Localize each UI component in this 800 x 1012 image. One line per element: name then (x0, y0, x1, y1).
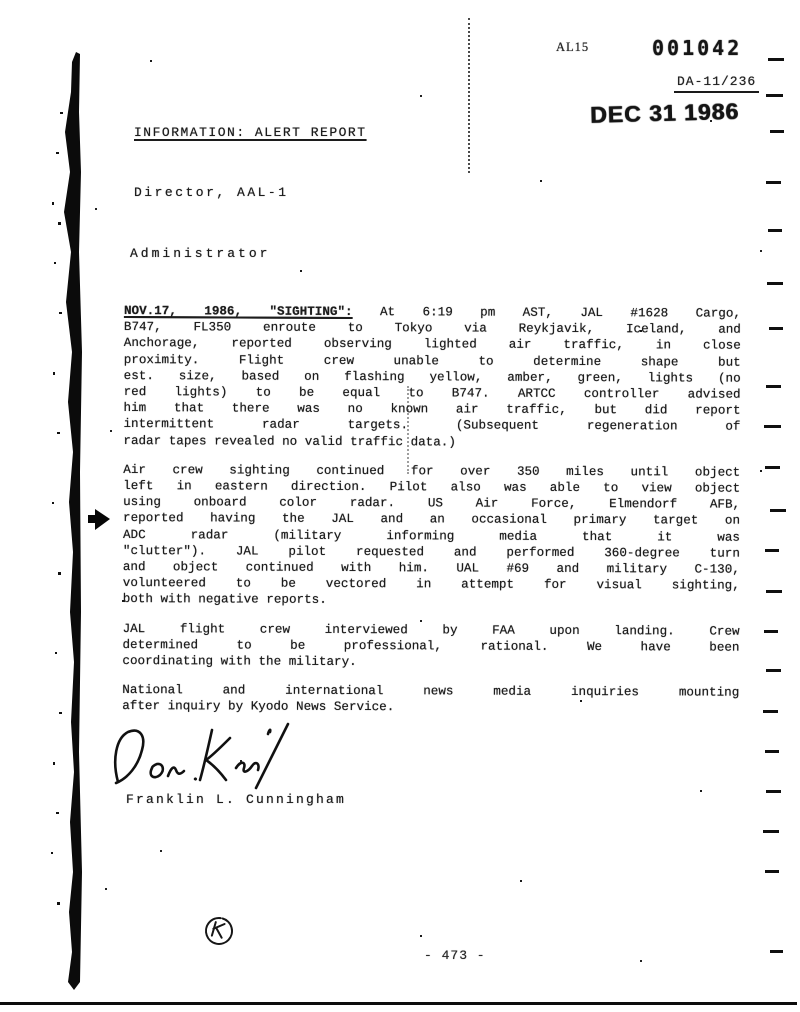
text-line: "clutter"). JAL pilot requested and performed 360-degree turn (122, 543, 740, 561)
doc-code-stamp: AL15 (556, 40, 590, 54)
text-line: proximity. Flight crew unable to determine shape but (123, 352, 741, 370)
margin-dash-mark (768, 58, 784, 61)
addressee-line: Director, AAL-1 (134, 185, 289, 200)
fold-crease-line (468, 18, 470, 173)
text-line: reported having the JAL and an occasional primary target on (123, 511, 741, 529)
text-line: B747, FL350 enroute to Tokyo via Reykjavik, Iceland, and (123, 320, 741, 337)
binding-speckles (51, 112, 63, 905)
serial-number-stamp: 001042 (652, 36, 743, 60)
paragraph-news-media (122, 682, 739, 717)
paragraph-lines (122, 682, 739, 717)
signer-typed-name: Franklin L. Cunningham (126, 792, 347, 807)
handwritten-signature (108, 720, 323, 800)
text-line: est. size, based on flashing yellow, amber, green, lights (no (123, 368, 741, 386)
margin-dash-mark (763, 710, 778, 713)
text-line: both with negative reports. (122, 592, 327, 608)
margin-dash-mark (764, 425, 781, 428)
text-line: volunteered to be vectored in attempt for visual sighting, (122, 576, 740, 593)
margin-dash-mark (769, 327, 783, 330)
text-line: after inquiry by Kyodo News Service. (122, 699, 395, 715)
paragraph-lines (123, 462, 741, 611)
margin-dash-mark (766, 385, 781, 388)
binding-edge-artifact (50, 52, 86, 992)
margin-dash-mark (765, 466, 780, 469)
text-line: ADC radar (military informing media that it was (122, 527, 741, 545)
text-line: National and international news media inquiries mounting (122, 683, 740, 700)
margin-dash-mark (765, 750, 779, 753)
margin-dash-mark (766, 181, 781, 184)
margin-dash-mark (765, 549, 779, 552)
margin-dash-mark (763, 830, 779, 833)
text-line: intermittent radar targets. (Subsequent regeneration of (123, 417, 741, 435)
margin-dash-mark (770, 509, 786, 512)
text-line: using onboard color radar. US Air Force, Elmendorf AFB, (123, 495, 741, 512)
margin-dash-mark (770, 130, 784, 133)
scan-noise-specks (150, 60, 152, 62)
date-received-stamp: DEC 31 1986 (589, 98, 740, 128)
paragraph-lines (122, 621, 739, 672)
margin-dash-mark (766, 94, 783, 97)
paragraph-faa-interview (122, 621, 739, 672)
margin-dash-mark (767, 282, 783, 285)
page-number: - 473 - (424, 948, 486, 963)
bottom-scan-line (0, 1002, 797, 1005)
subject-line: INFORMATION: ALERT REPORT (134, 125, 367, 140)
text-line: left in eastern direction. Pilot also was able to view object (123, 479, 741, 496)
margin-dash-mark (766, 590, 782, 593)
paragraph-sighting (123, 303, 741, 452)
margin-dash-mark (766, 790, 781, 793)
sender-line: Administrator (130, 246, 271, 261)
margin-dash-mark (770, 950, 783, 953)
sighting-heading-rest: At 6:19 pm AST, JAL #1628 Cargo, (352, 304, 741, 321)
margin-dash-mark (766, 669, 781, 672)
margin-arrow-icon (86, 508, 112, 532)
margin-dash-mark (768, 229, 782, 232)
text-line: determined to be professional, rational. We have been (122, 637, 740, 655)
sighting-heading: NOV.17, 1986, "SIGHTING": (123, 304, 353, 319)
margin-dash-mark (765, 870, 779, 873)
text-line: red lights) to be equal to B747. ARTCC controller advised (123, 385, 741, 402)
document-body (122, 303, 741, 730)
text-line: Air crew sighting continued for over 350 miles until object (123, 462, 741, 480)
text-line: Anchorage, reported observing lighted air traffic, in close (123, 336, 741, 354)
text-line: radar tapes revealed no valid traffic data.) (123, 433, 456, 450)
text-line: and object continued with him. UAL #69 and military C-130, (122, 560, 740, 577)
file-reference-note: DA-11/236 (674, 74, 759, 93)
paragraph-lines (123, 319, 741, 451)
paragraph-crew-sighting (123, 462, 741, 611)
text-line: coordinating with the military. (122, 654, 357, 670)
text-line: JAL flight crew interviewed by FAA upon landing. Crew (122, 621, 740, 639)
circled-k-annotation (202, 914, 236, 948)
text-line: him that there was no known air traffic, but did report (123, 401, 741, 418)
margin-dash-mark (764, 630, 778, 633)
